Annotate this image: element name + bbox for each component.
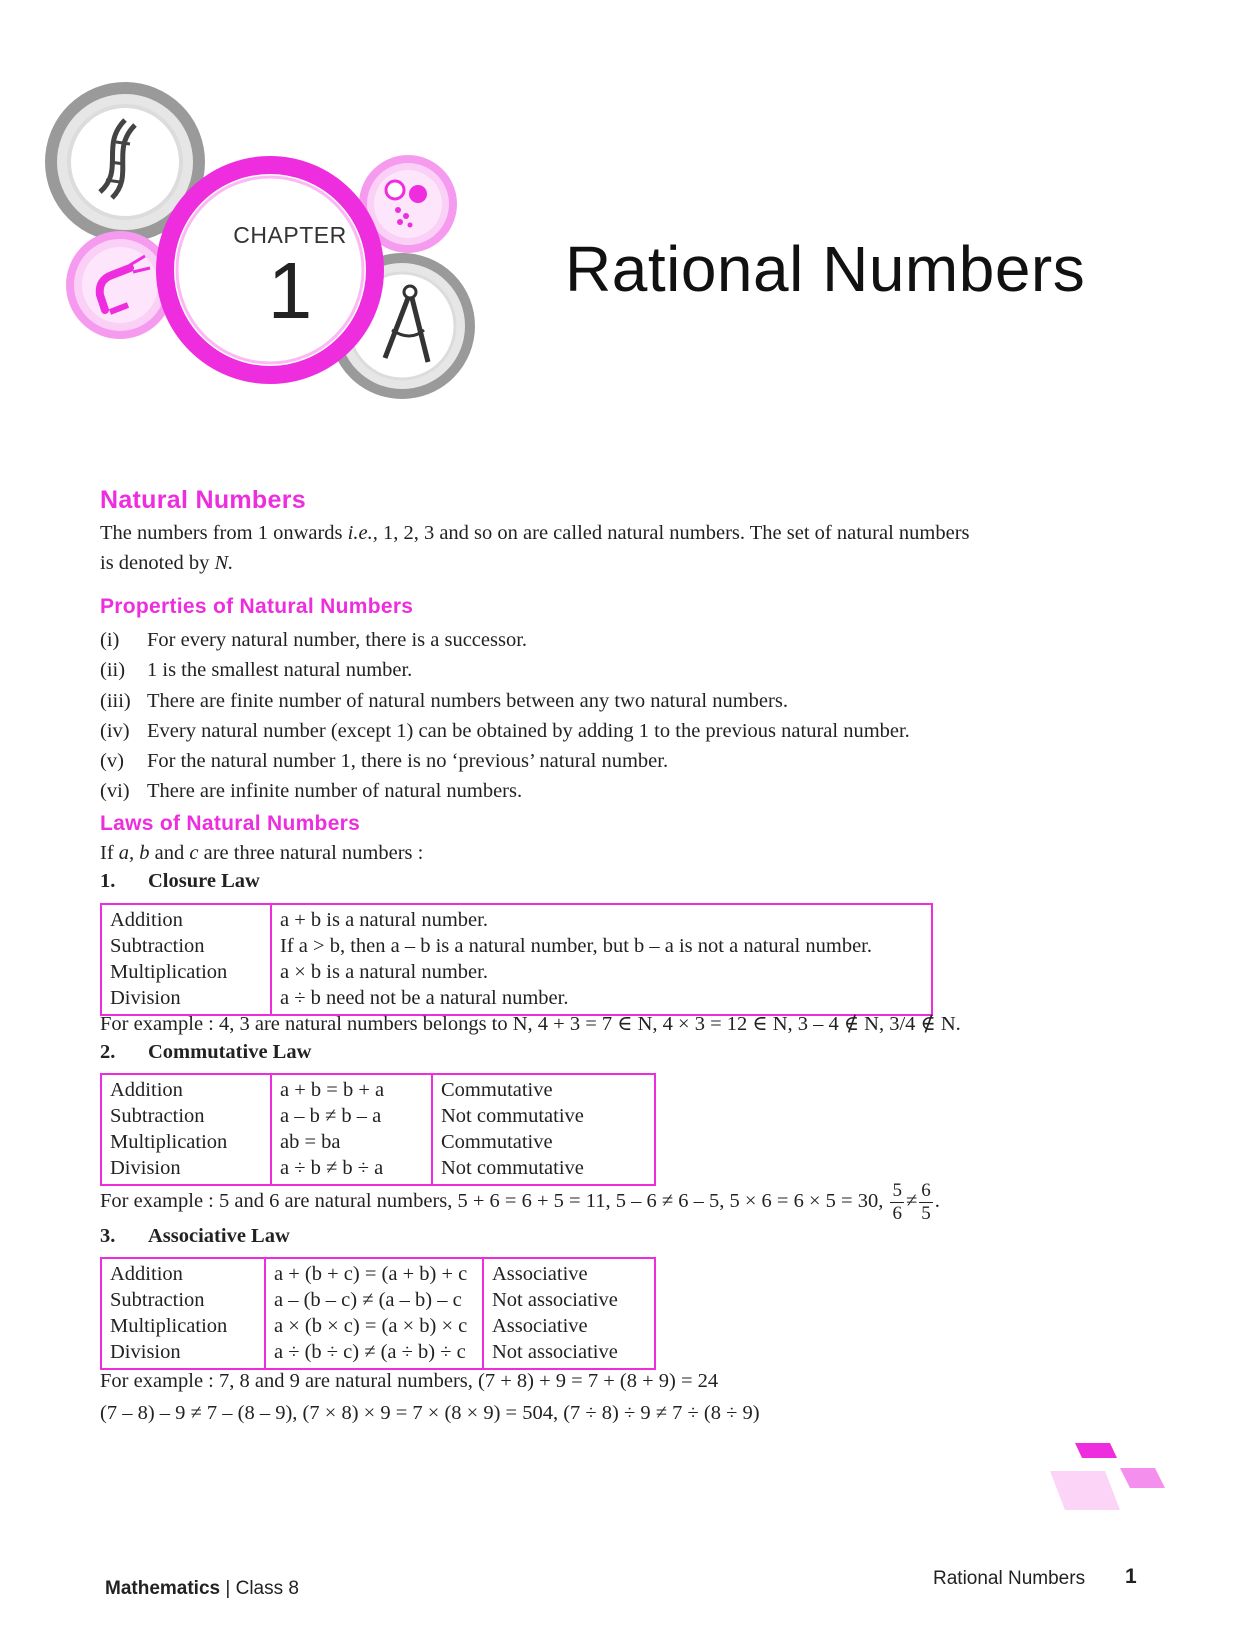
fraction: $\frac{5}{6}$ [892, 1180, 902, 1224]
list-item: (v) For the natural number 1, there is no ‘previous’ natural number. [100, 750, 669, 773]
page-title: Rational Numbers [565, 233, 1086, 305]
natural-numbers-definition: The numbers from 1 onwards i.e., 1, 2, 3 and so on are called natural numbers. The set of natural numbers is denoted by N. [100, 522, 970, 574]
natural-numbers-heading: Natural Numbers [100, 486, 306, 514]
magnet-circle-icon [70, 235, 170, 335]
properties-heading: Properties of Natural Numbers [100, 595, 414, 618]
fraction: $\frac{6}{5}$ [921, 1180, 931, 1224]
expression-column: a + b = b + a a – b ≠ b – a ab = ba a ÷ b ≠ b ÷ a [271, 1074, 432, 1185]
list-item: (vi) There are infinite number of natural numbers. [100, 780, 523, 803]
associative-example-line2: (7 – 8) – 9 ≠ 7 – (8 – 9), (7 × 8) × 9 = 7 × (8 × 9) = 504, (7 ÷ 8) ÷ 9 ≠ 7 ÷ (8 ÷ 9) [100, 1402, 760, 1424]
footer-chapter-name: Rational Numbers [933, 1568, 1086, 1589]
closure-example: For example : 4, 3 are natural numbers belongs to N, 4 + 3 = 7 ∈ N, 4 × 3 = 12 ∈ N, 3 – 4 ∉ N, 3/4 ∉ N. [100, 1013, 961, 1035]
list-item: (ii) 1 is the smallest natural number. [100, 659, 413, 682]
operations-column: Addition Subtraction Multiplication Division [101, 904, 271, 1015]
commutative-example: For example : 5 and 6 are natural numbers, 5 + 6 = 6 + 5 = 11, 5 – 6 ≠ 6 – 5, 5 × 6 = 6 × 5 = 30, $\frac{5}{6}$ ≠ $\frac{6}{5}$ . [100, 1180, 940, 1224]
closure-law-heading: 1. Closure Law [100, 870, 260, 892]
laws-intro: If a, b and c are three natural numbers : [100, 842, 424, 864]
commutative-law-heading: 2. Commutative Law [100, 1041, 312, 1063]
result-column: Commutative Not commutative Commutative Not commutative [441, 1079, 584, 1179]
laws-heading: Laws of Natural Numbers [100, 812, 361, 835]
result-column: Associative Not associative Associative Not associative [492, 1263, 618, 1363]
page-number: 1 [1125, 1565, 1137, 1588]
associative-example-line1: For example : 7, 8 and 9 are natural numbers, (7 + 8) + 9 = 7 + (8 + 9) = 24 [100, 1370, 719, 1392]
operations-column: Addition Subtraction Multiplication Division [101, 1258, 265, 1369]
operations-column: Addition Subtraction Multiplication Division [101, 1074, 271, 1185]
chapter-label: CHAPTER [233, 222, 347, 248]
list-item: (iv) Every natural number (except 1) can be obtained by adding 1 to the previous natural number. [100, 719, 910, 742]
page-corner-decoration [1045, 1438, 1225, 1538]
closure-law-table [100, 903, 933, 1016]
expression-column: a + (b + c) = (a + b) + c a – (b – c) ≠ (a – b) – c a × (b × c) = (a × b) × c a ÷ (b ÷ c) ≠ (a ÷ b) ÷ c [265, 1258, 483, 1369]
description-column: a + b is a natural number. If a > b, then a – b is a natural number, but b – a is not a natural number. a × b is a natural number. a ÷ b need not be a natural number. [280, 909, 872, 1009]
chapter-number: 1 [267, 246, 313, 335]
associative-law-table [100, 1257, 656, 1370]
properties-list [100, 625, 1160, 807]
commutative-law-table [100, 1073, 656, 1186]
associative-law-heading: 3. Associative Law [100, 1225, 290, 1247]
list-item: (iii) There are finite number of natural numbers between any two natural numbers. [100, 689, 788, 712]
footer-subject: Mathematics | Class 8 [105, 1578, 299, 1599]
list-item: (i) For every natural number, there is a successor. [100, 629, 528, 651]
